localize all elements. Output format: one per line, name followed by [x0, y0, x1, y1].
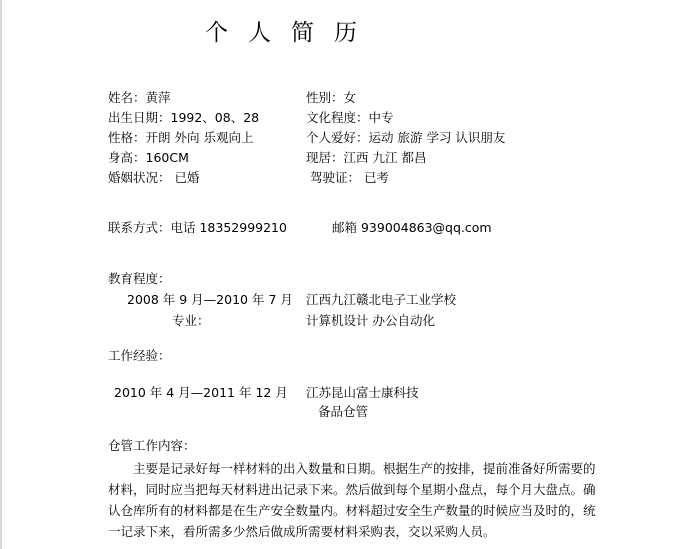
phone-field: 联系方式：电话 18352999210 — [108, 220, 287, 235]
education-level-field: 文化程度：中专 — [306, 110, 394, 125]
page-title: 个人简历 — [205, 20, 377, 46]
work-period: 2010 年 4 月—2011 年 12 月 — [114, 385, 288, 400]
work-position: 备品仓管 — [318, 404, 369, 419]
duties-paragraph: 主要是记录好每一样材料的出入数量和日期。根据生产的按排，提前准备好所需要的材料，同时应当把每天材料进出记录下来。然后做到每个星期小盘点，每个月大盘点。确认仓库所有的材料都是在生产安全数量内。材料超过安全生产数量的时候应当及时的，统一记录下来，看所需多少然后做成所需要材料采购表，交以采购人员。 — [108, 461, 596, 539]
education-period: 2008 年 9 月—2010 年 7 月 — [127, 292, 293, 307]
name-field: 姓名：黄萍 — [108, 90, 171, 105]
height-field: 身高：160CM — [108, 150, 189, 165]
drivers-license-field: 驾驶证： 已考 — [310, 170, 389, 185]
personality-field: 性格：开朗 外向 乐观向上 — [108, 130, 254, 145]
residence-field: 现居：江西 九江 都昌 — [306, 150, 427, 165]
work-heading: 工作经验： — [108, 348, 171, 363]
birthdate-field: 出生日期：1992、08、28 — [108, 110, 260, 125]
marital-status-field: 婚姻状况： 已婚 — [108, 170, 200, 185]
hobbies-field: 个人爱好：运动 旅游 学习 认识朋友 — [306, 130, 506, 145]
major-value: 计算机设计 办公自动化 — [306, 313, 435, 328]
education-heading: 教育程度： — [108, 271, 171, 286]
education-school: 江西九江赣北电子工业学校 — [306, 292, 457, 307]
major-label: 专业： — [172, 313, 210, 328]
duties-heading: 仓管工作内容： — [108, 438, 196, 453]
page-edge — [0, 0, 2, 549]
email-field: 邮箱 939004863@qq.com — [332, 220, 492, 235]
gender-field: 性别：女 — [306, 90, 357, 105]
work-company: 江苏昆山富士康科技 — [306, 385, 419, 400]
